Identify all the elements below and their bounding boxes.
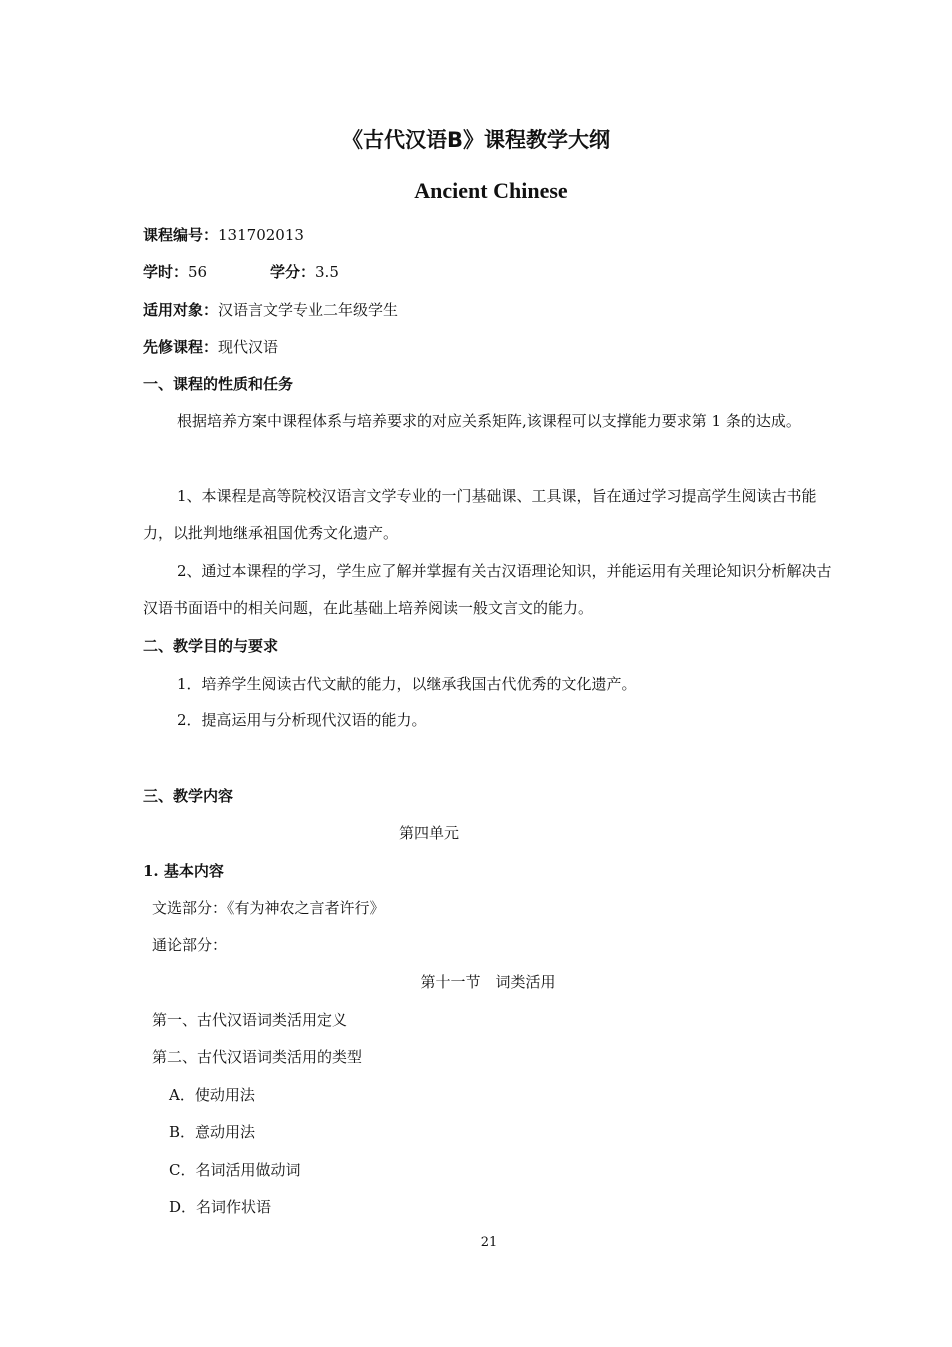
audience-label: 适用对象： — [143, 301, 219, 319]
credits-value: 3.5 — [315, 263, 339, 281]
course-code-label: 课程编号： — [143, 226, 219, 244]
course-code-line — [143, 225, 304, 245]
sub-item-a: A．使动用法 — [169, 1086, 255, 1104]
sub-item-d: D．名词作状语 — [169, 1198, 272, 1216]
course-code-value: 131702013 — [218, 226, 304, 244]
unit-title: 第四单元 — [398, 824, 459, 842]
section1-paragraph-3: 2、通过本课程的学习，学生应了解并掌握有关古汉语理论知识，并能运用有关理论知识分析解决古汉语书面语中的相关问题，在此基础上培养阅读一般文言文的能力。 — [143, 562, 832, 617]
lesson-title: 第十一节 词类活用 — [420, 973, 556, 991]
audience-line — [143, 300, 398, 320]
page-number: 21 — [480, 1235, 498, 1250]
section1-paragraph-2: 1、本课程是高等院校汉语言文学专业的一门基础课、工具课，旨在通过学习提高学生阅读古书能力，以批判地继承祖国优秀文化遗产。 — [143, 487, 817, 542]
section1-heading: 一、课程的性质和任务 — [143, 375, 294, 393]
section2-heading: 二、教学目的与要求 — [143, 637, 279, 655]
prereq-value: 现代汉语 — [218, 338, 279, 356]
hours-line — [143, 262, 207, 282]
prereq-line — [143, 337, 278, 357]
sub-item-c: C．名词活用做动词 — [169, 1161, 301, 1179]
section2-item-1: 1．培养学生阅读古代文献的能力，以继承我国古代优秀的文化遗产。 — [177, 675, 637, 693]
hours-value: 56 — [188, 263, 208, 281]
audience-value: 汉语言文学专业二年级学生 — [218, 301, 399, 319]
document-title: 《古代汉语B》课程教学大纲 — [341, 128, 610, 152]
point-2: 第二、古代汉语词类活用的类型 — [152, 1048, 363, 1066]
prereq-label: 先修课程： — [143, 338, 219, 356]
credits-label: 学分： — [270, 263, 316, 281]
sub-item-b: B．意动用法 — [169, 1123, 256, 1141]
section3-heading: 三、教学内容 — [143, 787, 234, 805]
credits-line — [270, 262, 339, 282]
basic-content-heading: 1. 基本内容 — [143, 862, 224, 880]
document-subtitle: Ancient Chinese — [414, 178, 568, 203]
section1-paragraph-1: 根据培养方案中课程体系与培养要求的对应关系矩阵,该课程可以支撑能力要求第 1 条的达成。 — [177, 412, 801, 430]
hours-label: 学时： — [143, 263, 189, 281]
selection-line: 文选部分：《有为神农之言者许行》 — [152, 899, 385, 917]
theory-line: 通论部分： — [152, 936, 228, 954]
section2-item-2: 2．提高运用与分析现代汉语的能力。 — [177, 711, 427, 729]
point-1: 第一、古代汉语词类活用定义 — [152, 1011, 348, 1029]
